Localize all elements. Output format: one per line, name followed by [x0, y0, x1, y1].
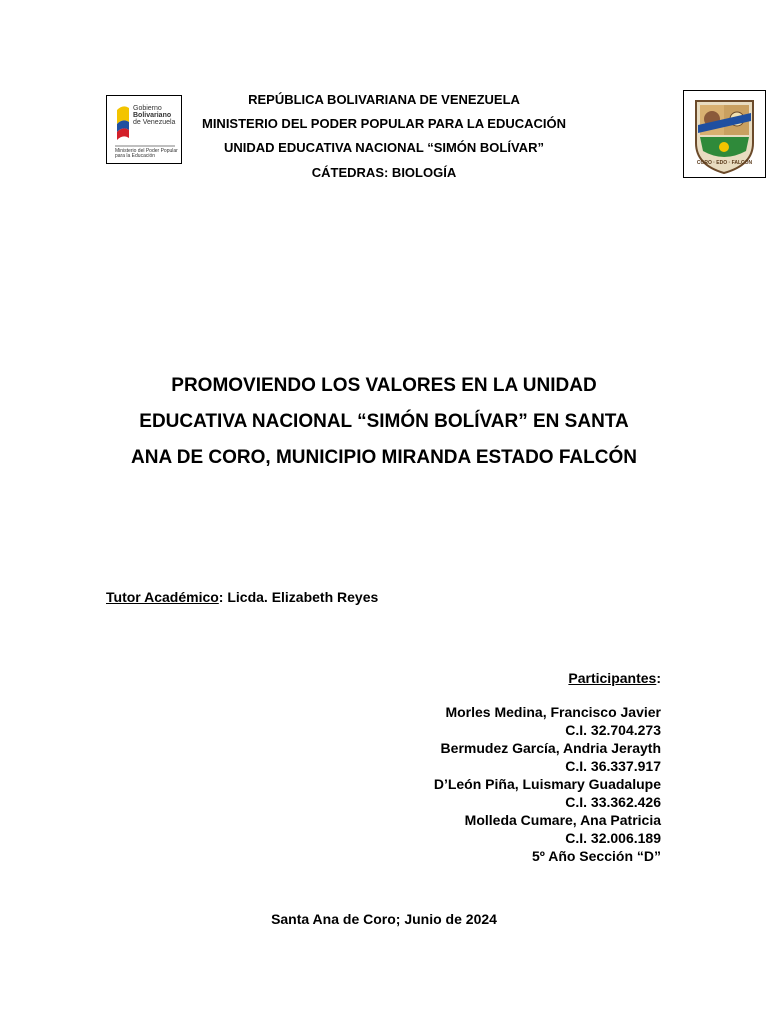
participants-section: 5º Año Sección “D” [531, 848, 661, 864]
participant-id-3: C.I. 33.362.426 [565, 794, 661, 810]
participant-id-1: C.I. 32.704.273 [565, 722, 661, 738]
tutor-line [106, 589, 378, 605]
participant-name-3: D’León Piña, Luismary Guadalupe [433, 776, 661, 792]
header-school: UNIDAD EDUCATIVA NACIONAL “SIMÓN BOLÍVAR” [224, 140, 544, 155]
participant-id-2: C.I. 36.337.917 [565, 758, 661, 774]
participants-heading: Participantes: [568, 670, 661, 686]
place-date: Santa Ana de Coro; Junio de 2024 [271, 911, 497, 927]
participant-name-2: Bermudez García, Andria Jerayth [440, 740, 661, 756]
logo-left-subtext: Ministerio del Poder Popular para la Educación [115, 148, 178, 159]
header-ministry: MINISTERIO DEL PODER POPULAR PARA LA EDUCACIÓN [201, 116, 567, 131]
document-title-line-3: ANA DE CORO, MUNICIPIO MIRANDA ESTADO FALCÓN [131, 447, 637, 468]
tutor-name: : Licda. Elizabeth Reyes [218, 589, 379, 605]
participant-id-4: C.I. 32.006.189 [565, 830, 661, 846]
participant-name-4: Molleda Cumare, Ana Patricia [464, 812, 661, 828]
participant-name-1: Morles Medina, Francisco Javier [445, 704, 661, 720]
header-republic: REPÚBLICA BOLIVARIANA DE VENEZUELA [248, 92, 520, 107]
participants-label: Participantes [568, 670, 657, 686]
document-title-line-1: PROMOVIENDO LOS VALORES EN LA UNIDAD [171, 375, 597, 396]
logo-left-text: Gobierno Bolivariano de Venezuela [133, 105, 176, 126]
document-title-line-2: EDUCATIVA NACIONAL “SIMÓN BOLÍVAR” EN SANTA [139, 411, 629, 432]
header-subject: CÁTEDRAS: BIOLOGÍA [311, 165, 457, 180]
crest-caption: CORO · EDO · FALCÓN [696, 160, 753, 166]
tutor-label: Tutor Académico [106, 589, 219, 605]
